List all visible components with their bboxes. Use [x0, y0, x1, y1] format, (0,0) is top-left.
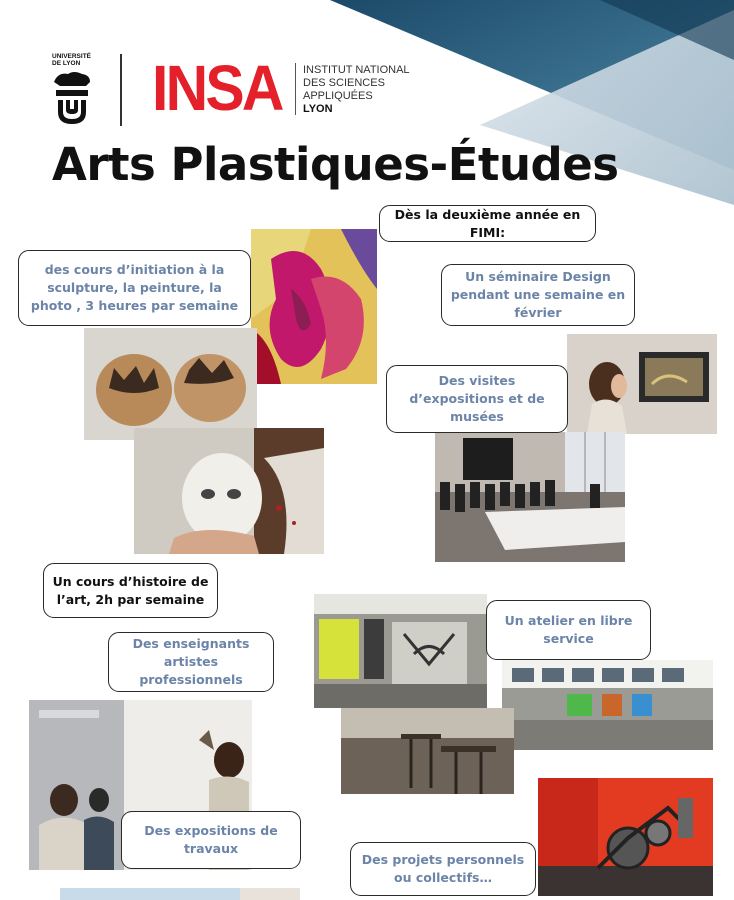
- painting-photo: [251, 229, 377, 384]
- bubble-atelier-libre: Un atelier en libre service: [486, 600, 651, 660]
- museum-visit-photo: [567, 334, 717, 434]
- bubble-seminaire-design: Un séminaire Design pendant une semaine en février: [441, 264, 635, 326]
- school-building-photo: [502, 660, 713, 750]
- page-title: Arts Plastiques-Études: [52, 138, 619, 191]
- workshop-interior-photo: [341, 708, 514, 794]
- bubble-enseignants-artistes: Des enseignants artistes professionnels: [108, 632, 274, 692]
- bubble-visites-expositions: Des visites d’expositions et de musées: [386, 365, 568, 433]
- header-decoration: [0, 0, 734, 250]
- insa-logo-divider: [295, 63, 296, 115]
- mask-photo: [134, 428, 324, 554]
- bubble-projets-personnels: Des projets personnels ou collectifs…: [350, 842, 536, 896]
- exhibition-room-photo: [435, 432, 625, 562]
- eggshell-sculpture-photo: [84, 328, 257, 440]
- logo-divider: [120, 54, 122, 126]
- bottom-strip-photo: [60, 888, 300, 900]
- bubble-cours-initiation: des cours d’initiation à la sculpture, la peinture, la photo , 3 heures par semaine: [18, 250, 251, 326]
- atelier-building-photo: [314, 594, 487, 708]
- fimi-heading-box: Dès la deuxième année en FIMI:: [379, 205, 596, 242]
- insa-subtitle: INSTITUT NATIONAL DES SCIENCES APPLIQUÉES LYON: [303, 64, 410, 115]
- metal-sculpture-photo: [538, 778, 713, 896]
- lion-logo-icon: [52, 66, 92, 128]
- insa-logo-wordmark: INSA: [152, 52, 282, 124]
- bubble-histoire-art: Un cours d’histoire de l’art, 2h par semaine: [43, 563, 218, 618]
- universite-de-lyon-label: UNIVERSITÉ DE LYON: [52, 53, 92, 67]
- bubble-expositions-travaux: Des expositions de travaux: [121, 811, 301, 869]
